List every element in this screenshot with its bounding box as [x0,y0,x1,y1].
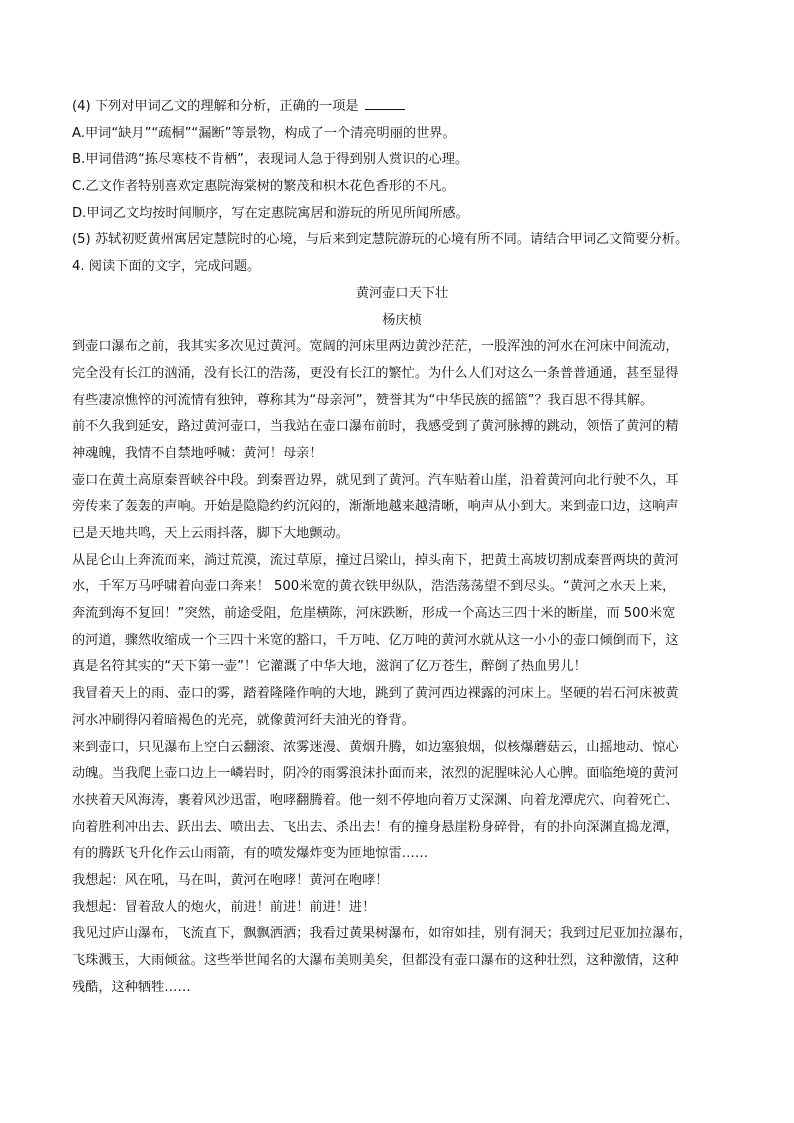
article-line: 我想起：风在吼，马在叫，黄河在咆哮！黄河在咆哮！ [72,872,389,888]
article-line: 完全没有长江的汹涌，没有长江的浩荡，更没有长江的繁忙。为什么人们对这么一条普普通通，甚至显得 [72,365,679,381]
article-line: 旁传来了轰轰的声响。开始是隐隐约约沉闷的，渐渐地越来越清晰，响声从小到大。来到壶口边，这响声 [72,499,679,515]
article-line: 有些凄凉憔悴的河流情有独钟，尊称其为“母亲河”，赞誉其为“中华民族的摇篮”？我百思不得其解。 [72,392,654,408]
document-page [72,94,732,1001]
article-line: 已是天地共鸣，天上云雨抖落，脚下大地颤动。 [72,526,349,541]
article-line: 奔流到海不复回！”突然，前途受阻，危崖横陈，河床跌断，形成一个高达三四十米的断崖，而 500米宽 [72,606,676,622]
article-line: 水，千军万马呼啸着向壶口奔来！ 500米宽的黄衣铁甲纵队，浩浩荡荡望不到尽头。“黄河之水天上来， [72,579,676,595]
article-line: 飞珠溅玉，大雨倾盆。这些举世闻名的大瀑布美则美矣，但都没有壶口瀑布的这种壮烈，这种激情，这种 [72,953,679,968]
question-4-stem: (4) 下列对甲词乙文的理解和分析，正确的一项是 [72,99,359,114]
article-line: 有的腾跃飞升化作云山雨箭，有的喷发爆炸变为匝地惊雷…… [72,846,429,862]
article-line: 壶口在黄土高原秦晋峡谷中段。到秦晋边界，就见到了黄河。汽车贴着山崖，沿着黄河向北行驶不久，耳 [72,472,679,488]
article-line: 真是名符其实的“天下第一壶”！它灌溉了中华大地，滋润了亿万苍生，醉倒了热血男儿！ [72,659,587,675]
article-author: 杨庆桢 [382,312,422,328]
option-b: B.甲词借鸿“拣尽寒枝不肯栖”，表现词人急于得到别人赏识的心理。 [72,152,469,168]
question-4-stem-line [72,94,732,121]
option-a: A.甲词“缺月”“疏桐”“漏断”等景物，构成了一个清亮明丽的世界。 [72,125,456,141]
answer-blank [365,95,405,110]
article-line: 动魄。当我爬上壶口边上一嶙岩时，阴冷的雨雾浪沫扑面而来，浓烈的泥腥味沁人心脾。面临绝境的黄河 [72,766,679,782]
article-line: 来到壶口，只见瀑布上空白云翻滚、浓雾迷漫、黄烟升腾，如边塞狼烟，似核爆蘑菇云，山摇地动、惊心 [72,739,679,755]
question-5: (5) 苏轼初贬黄州寓居定慧院时的心境，与后来到定慧院游玩的心境有所不同。请结合甲词乙文简要分析。 [72,232,689,248]
article-line: 从昆仑山上奔流而来，淌过荒漠，流过草原，撞过吕梁山，掉头南下，把黄土高坡切割成秦晋两块的黄河 [72,552,679,568]
article-line: 河水冲刷得闪着暗褐色的光亮，就像黄河纤夫油光的脊背。 [72,712,415,728]
article-line: 我想起：冒着敌人的炮火，前进！前进！前进！进！ [72,899,376,915]
article-line: 到壶口瀑布之前，我其实多次见过黄河。宽阔的河床里两边黄沙茫茫，一股浑浊的河水在河床中间流动， [72,339,679,355]
article-line: 神魂魄，我情不自禁地呼喊：黄河！母亲！ [72,445,323,461]
option-d: D.甲词乙文均按时间顺序，写在定惠院寓居和游玩的所见所闻所感。 [72,205,469,221]
article-line: 残酷，这种牺牲…… [72,979,191,995]
option-c: C.乙文作者特别喜欢定惠院海棠树的繁茂和枳木花色香形的不凡。 [72,179,455,195]
article-line: 向着胜利冲出去、跃出去、喷出去、飞出去、杀出去！有的撞身悬崖粉身碎骨，有的扑向深渊直捣龙潭， [72,819,679,835]
article-line: 我见过庐山瀑布，飞流直下，飘飘洒洒；我看过黄果树瀑布，如帘如挂，别有洞天；我到过尼亚加拉瀑布， [72,926,692,942]
article-line: 水挟着天风海涛，裹着风沙迅雷，咆哮翻腾着。他一刻不停地向着万丈深渊、向着龙潭虎穴、向着死亡、 [72,792,679,808]
article-line: 我冒着天上的雨、壶口的雾，踏着隆隆作响的大地，跳到了黄河西边裸露的河床上。坚硬的岩石河床被黄 [72,686,679,702]
question-heading: 4. 阅读下面的文字，完成问题。 [72,259,261,275]
article-line: 前不久我到延安，路过黄河壶口，当我站在壶口瀑布前时，我感受到了黄河脉搏的跳动，领悟了黄河的精 [72,419,679,435]
article-title: 黄河壶口天下壮 [355,285,449,301]
article-line: 的河道，骤然收缩成一个三四十米宽的豁口，千万吨、亿万吨的黄河水就从这一小小的壶口倾倒而下，这 [72,632,679,648]
